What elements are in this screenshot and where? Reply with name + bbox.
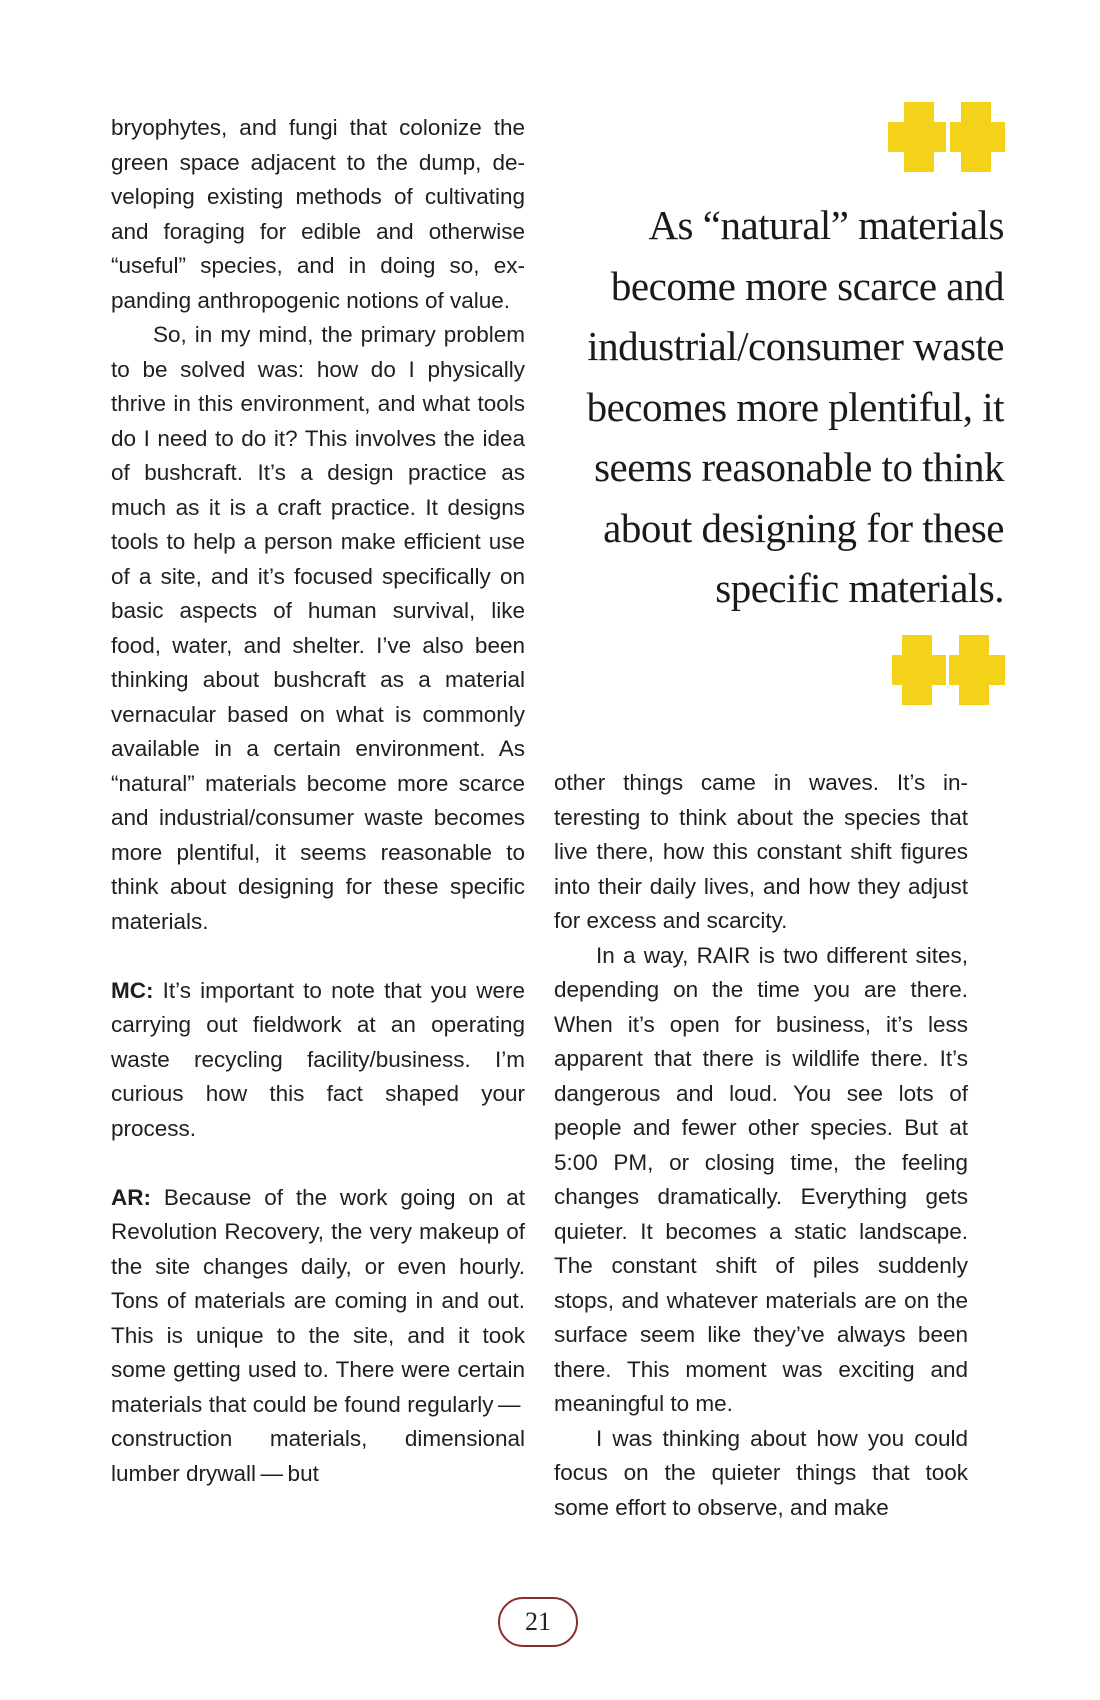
close-quote-icon xyxy=(892,635,1005,705)
right-column xyxy=(554,766,968,1525)
paragraph: In a way, RAIR is two different sites, depending on the time you are there. When it’s open for business, it’s less apparent that there is wildlife there. It’s dangerous and loud. You see lots of people and fewer other species. But at 5:00 PM, or closing time, the feeling changes dramatically. Everything gets quieter. It becomes a static landscape. The constant shift of piles suddenly stops, and whatever materials are on the surface seem like they’ve always been there. This moment was exciting and meaningful to me. xyxy=(554,942,968,1416)
answer-text: Because of the work going on at Revolution Recovery, the very makeup of the site changes daily, or even hourly. Tons of materials are coming in and out. This is unique to the site, and it took some getting used to. There were certain materials that could be found regularly — construction materials, dimensional lumber drywall — but xyxy=(111,1184,525,1486)
page-number: 21 xyxy=(498,1597,578,1647)
left-column xyxy=(111,111,525,1491)
paragraph: So, in my mind, the primary problem to be solved was: how do I physically thrive in this environment, and what tools do I need to do it? This involves the idea of bushcraft. It’s a design practice as much as it is a craft practice. It designs tools to help a person make efficient use of a site, and it’s focused specifically on basic aspects of human survival, like food, water, and shelter. I’ve also been thinking about bushcraft as a material vernacular based on what is commonly available in a certain environment. As “natural” materials become more scarce and industrial/consumer waste becomes more plentiful, it seems reasonable to think about designing for these specific materials. xyxy=(111,322,525,934)
speaker-label-mc: MC: xyxy=(111,977,154,1003)
paragraph: bryophytes, and fungi that colonize the green space adjacent to the dump, developing existing methods of cultivating and foraging for edible and otherwise “useful” species, and in doing so, expanding anthropogenic notions of value. xyxy=(111,115,525,313)
speaker-label-ar: AR: xyxy=(111,1184,151,1210)
open-quote-icon xyxy=(888,102,1005,172)
question-text: It’s important to note that you were carrying out fieldwork at an operating waste recycling facility/business. I’m curious how this fact shaped your process. xyxy=(111,977,525,1141)
interview-question xyxy=(111,974,525,1147)
interview-answer xyxy=(111,1181,525,1492)
pull-quote: As “natural” materials become more scarce and industrial/consumer waste becomes more plentiful, it seems reasonable to think about designing for these specific materials. xyxy=(586,202,1004,611)
paragraph: I was thinking about how you could focus on the quieter things that took some effort to observe, and make xyxy=(554,1425,968,1520)
paragraph: other things came in waves. It’s interesting to think about the species that live there, how this constant shift figures into their daily lives, and how they adjust for excess and scarcity. xyxy=(554,770,968,933)
